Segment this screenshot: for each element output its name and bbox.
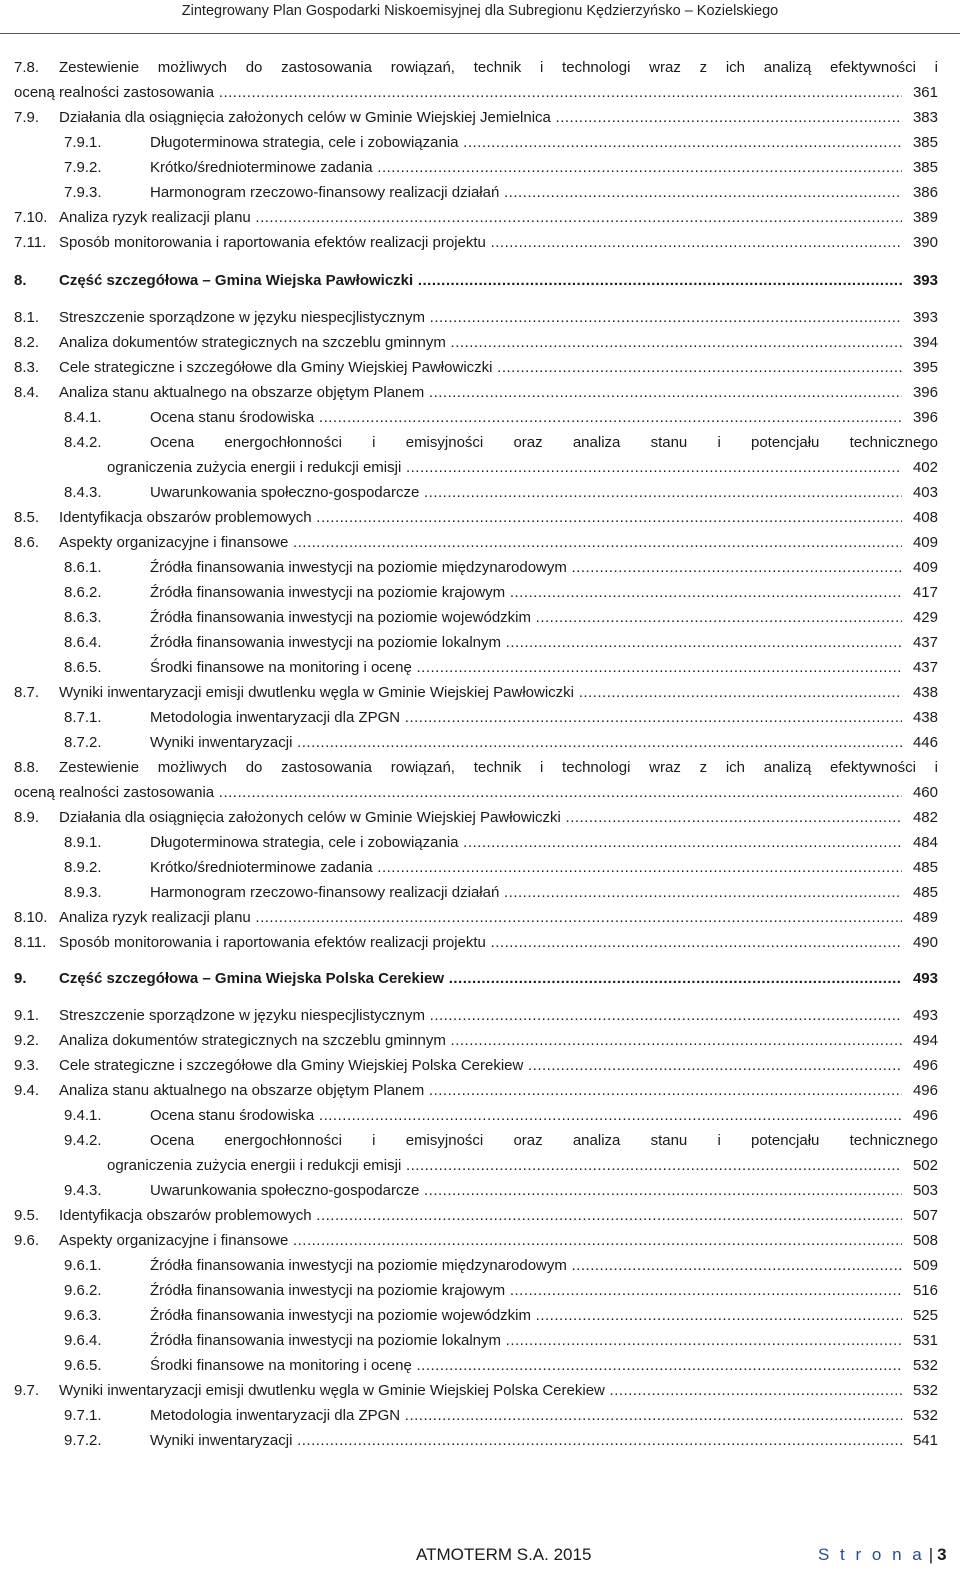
toc-entry-title: ograniczenia zużycia energii i redukcji emisji ..... [107, 1155, 902, 1177]
toc-entry-page: 393 [911, 307, 938, 329]
footer-page-indicator [818, 1545, 947, 1565]
toc-entry-title: Wyniki inwentaryzacji ..... [150, 732, 902, 754]
toc-entry-title: Część szczegółowa – Gmina Wiejska Polska Cerekiew ..... [59, 968, 902, 990]
toc-entry-number: 9.6.2. [64, 1282, 102, 1299]
toc-entry-title: Środki finansowe na monitoring i ocenę ..... [150, 1355, 902, 1377]
toc-entry-page: 417 [911, 582, 938, 604]
toc-entry-page: 484 [911, 832, 938, 854]
toc-entry[interactable] [0, 270, 960, 292]
toc-entry-number: 9.2. [14, 1032, 40, 1049]
toc-entry[interactable] [0, 107, 960, 129]
toc-entry-title: Długoterminowa strategia, cele i zobowiązania ..... [150, 832, 902, 854]
toc-entry[interactable] [0, 1155, 960, 1177]
toc-entry[interactable] [0, 1180, 960, 1202]
toc-entry-title: Cele strategiczne i szczegółowe dla Gminy Wiejskiej Polska Cerekiew ..... [59, 1055, 902, 1077]
toc-entry[interactable] [0, 407, 960, 429]
toc-entry-number: 8.9.2. [64, 859, 102, 876]
toc-entry-page: 496 [911, 1080, 938, 1102]
toc-entry-number: 9.6.4. [64, 1332, 102, 1349]
toc-entry-title: Harmonogram rzeczowo-finansowy realizacji działań ..... [150, 882, 902, 904]
toc-entry-title: Wyniki inwentaryzacji emisji dwutlenku węgla w Gminie Wiejskiej Polska Cerekiew ..... [59, 1380, 902, 1402]
toc-entry-title: Analiza stanu aktualnego na obszarze objętym Planem ..... [59, 1080, 902, 1102]
toc-entry-title: Aspekty organizacyjne i finansowe ..... [59, 532, 902, 554]
toc-entry[interactable] [0, 582, 960, 604]
toc-entry-page: 525 [911, 1305, 938, 1327]
toc-entry[interactable] [0, 382, 960, 404]
toc-entry[interactable] [0, 1430, 960, 1452]
toc-entry[interactable] [0, 1105, 960, 1127]
footer-company: ATMOTERM S.A. 2015 [416, 1545, 592, 1564]
toc-entry-page: 503 [911, 1180, 938, 1202]
toc-entry-title: Ocena stanu środowiska ..... [150, 1105, 902, 1127]
toc-entry-title: Źródła finansowania inwestycji na poziomie wojewódzkim ..... [150, 607, 902, 629]
toc-entry-title: Analiza dokumentów strategicznych na szczeblu gminnym ..... [59, 332, 902, 354]
toc-entry-number: 8.4.3. [64, 484, 102, 501]
toc-entry-page: 429 [911, 607, 938, 629]
toc-entry-number: 9.4.3. [64, 1182, 102, 1199]
toc-entry-number: 8.4. [14, 384, 40, 401]
toc-entry-number: 8.7.1. [64, 709, 102, 726]
toc-entry-number: 9.4.2. [64, 1132, 102, 1149]
toc-entry-title: Źródła finansowania inwestycji na poziomie międzynarodowym ..... [150, 557, 902, 579]
toc-entry[interactable] [0, 182, 960, 204]
toc-entry[interactable] [0, 932, 960, 954]
toc-entry-number: 9.4. [14, 1082, 40, 1099]
toc-entry-number: 7.9.1. [64, 134, 102, 151]
toc-entry[interactable] [0, 432, 960, 454]
toc-entry-page: 393 [911, 270, 938, 292]
toc-entry-number: 9.7.2. [64, 1432, 102, 1449]
page-footer [0, 1541, 960, 1571]
toc-entry[interactable] [0, 1205, 960, 1227]
toc-entry-number: 8.6.4. [64, 634, 102, 651]
toc-entry-number: 9.6.3. [64, 1307, 102, 1324]
toc-entry-number: 8.8. [14, 759, 40, 776]
toc-entry-title: oceną realności zastosowania ..... [14, 82, 902, 104]
toc-entry[interactable] [0, 57, 960, 79]
toc-entry-title: Wyniki inwentaryzacji emisji dwutlenku węgla w Gminie Wiejskiej Pawłowiczki ..... [59, 682, 902, 704]
toc-entry-page: 437 [911, 632, 938, 654]
toc-entry-number: 9.6.1. [64, 1257, 102, 1274]
toc-entry-number: 8.6.3. [64, 609, 102, 626]
toc-entry-number: 8.2. [14, 334, 40, 351]
toc-entry[interactable] [0, 157, 960, 179]
toc-entry-title: Źródła finansowania inwestycji na poziomie lokalnym ..... [150, 1330, 902, 1352]
toc-entry-page: 385 [911, 157, 938, 179]
toc-entry-number: 8.6.5. [64, 659, 102, 676]
toc-entry[interactable] [0, 1255, 960, 1277]
toc-entry-page: 496 [911, 1055, 938, 1077]
toc-entry-number: 7.9. [14, 109, 40, 126]
toc-entry[interactable] [0, 307, 960, 329]
toc-entry-title: Źródła finansowania inwestycji na poziomie krajowym ..... [150, 582, 902, 604]
toc-entry[interactable] [0, 1130, 960, 1152]
toc-entry-number: 8.7.2. [64, 734, 102, 751]
toc-entry-page: 509 [911, 1255, 938, 1277]
toc-entry-number: 7.8. [14, 59, 40, 76]
toc-entry-page: 485 [911, 882, 938, 904]
toc-entry[interactable] [0, 482, 960, 504]
toc-entry[interactable] [0, 1355, 960, 1377]
toc-entry[interactable] [0, 457, 960, 479]
toc-entry-page: 403 [911, 482, 938, 504]
toc-entry[interactable] [0, 1330, 960, 1352]
toc-entry[interactable] [0, 832, 960, 854]
toc-entry-number: 9.6.5. [64, 1357, 102, 1374]
toc-entry-page: 541 [911, 1430, 938, 1452]
toc-entry-page: 532 [911, 1355, 938, 1377]
toc-entry[interactable] [0, 507, 960, 529]
toc-entry-number: 8.6.2. [64, 584, 102, 601]
toc-entry-page: 508 [911, 1230, 938, 1252]
toc-entry-title: Działania dla osiągnięcia założonych celów w Gminie Wiejskiej Pawłowiczki ..... [59, 807, 902, 829]
toc-entry[interactable] [0, 882, 960, 904]
toc-entry-number: 7.9.2. [64, 159, 102, 176]
toc-entry-number: 8.6. [14, 534, 40, 551]
toc-entry-page: 490 [911, 932, 938, 954]
toc-entry[interactable] [0, 1380, 960, 1402]
toc-entry-page: 532 [911, 1405, 938, 1427]
toc-entry[interactable] [0, 657, 960, 679]
toc-entry-page: 394 [911, 332, 938, 354]
toc-entry-page: 361 [911, 82, 938, 104]
toc-entry-number: 8.7. [14, 684, 40, 701]
toc-entry[interactable] [0, 907, 960, 929]
toc-entry-number: 8.1. [14, 309, 40, 326]
toc-entry-number: 8.3. [14, 359, 40, 376]
toc-entry-number: 9.7. [14, 1382, 40, 1399]
toc-entry[interactable] [0, 1030, 960, 1052]
toc-entry-number: 7.9.3. [64, 184, 102, 201]
toc-entry-page: 496 [911, 1105, 938, 1127]
toc-entry[interactable] [0, 1080, 960, 1102]
toc-entry-number: 8.9.3. [64, 884, 102, 901]
toc-entry[interactable] [0, 332, 960, 354]
toc-entry[interactable] [0, 968, 960, 990]
toc-entry[interactable] [0, 207, 960, 229]
toc-entry-title: Identyfikacja obszarów problemowych ..... [59, 1205, 902, 1227]
toc-entry[interactable] [0, 607, 960, 629]
toc-entry-page: 460 [911, 782, 938, 804]
toc-entry-title: Część szczegółowa – Gmina Wiejska Pawłowiczki ..... [59, 270, 902, 292]
toc-entry-page: 493 [911, 968, 938, 990]
toc-entry[interactable] [0, 682, 960, 704]
toc-entry-title: Harmonogram rzeczowo-finansowy realizacji działań ..... [150, 182, 902, 204]
toc-entry-title: Sposób monitorowania i raportowania efektów realizacji projektu ..... [59, 932, 902, 954]
toc-entry-page: 485 [911, 857, 938, 879]
toc-entry-title: Sposób monitorowania i raportowania efektów realizacji projektu ..... [59, 232, 902, 254]
toc-entry-number: 9. [14, 970, 27, 987]
toc-entry-number: 8.10. [14, 909, 48, 926]
toc-entry-title: Streszczenie sporządzone w języku niespecjlistycznym ..... [59, 1005, 902, 1027]
toc-entry[interactable] [0, 1005, 960, 1027]
toc-entry-page: 502 [911, 1155, 938, 1177]
toc-entry-page: 532 [911, 1380, 938, 1402]
toc-entry[interactable] [0, 807, 960, 829]
toc-entry[interactable] [0, 82, 960, 104]
toc-entry-page: 396 [911, 407, 938, 429]
toc-entry[interactable] [0, 707, 960, 729]
toc-entry-title: Analiza stanu aktualnego na obszarze objętym Planem ..... [59, 382, 902, 404]
toc-entry-number: 8. [14, 272, 27, 289]
toc-entry-title: Źródła finansowania inwestycji na poziomie krajowym ..... [150, 1280, 902, 1302]
toc-entry-title: Analiza dokumentów strategicznych na szczeblu gminnym ..... [59, 1030, 902, 1052]
toc-entry-number: 9.1. [14, 1007, 40, 1024]
toc-entry-title: Ocena stanu środowiska ..... [150, 407, 902, 429]
toc-entry-title: Zestewienie możliwych do zastosowania rowiązań, technik i technologi wraz z ich analizą efektywności i [59, 59, 938, 76]
toc-entry-number: 8.9.1. [64, 834, 102, 851]
toc-entry-title: Ocena energochłonności i emisyjności oraz analiza stanu i potencjału technicznego [150, 434, 938, 451]
toc-entry[interactable] [0, 857, 960, 879]
toc-entry[interactable] [0, 1280, 960, 1302]
toc-entry-title: Źródła finansowania inwestycji na poziomie wojewódzkim ..... [150, 1305, 902, 1327]
toc-entry-title: Streszczenie sporządzone w języku niespecjlistycznym ..... [59, 307, 902, 329]
toc-entry-page: 437 [911, 657, 938, 679]
toc-entry-title: Ocena energochłonności i emisyjności oraz analiza stanu i potencjału technicznego [150, 1132, 938, 1149]
toc-entry[interactable] [0, 232, 960, 254]
toc-entry[interactable] [0, 1405, 960, 1427]
toc-entry-page: 482 [911, 807, 938, 829]
toc-entry-title: Środki finansowe na monitoring i ocenę ..... [150, 657, 902, 679]
toc-entry-title: Metodologia inwentaryzacji dla ZPGN ..... [150, 1405, 902, 1427]
toc-entry-number: 8.11. [14, 934, 47, 951]
toc-entry[interactable] [0, 132, 960, 154]
toc-entry-page: 489 [911, 907, 938, 929]
toc-entry-page: 493 [911, 1005, 938, 1027]
toc-entry-number: 9.5. [14, 1207, 40, 1224]
toc-entry-number: 8.4.1. [64, 409, 102, 426]
toc-entry-number: 9.3. [14, 1057, 40, 1074]
toc-entry-page: 402 [911, 457, 938, 479]
toc-entry-page: 386 [911, 182, 938, 204]
toc-entry[interactable] [0, 1230, 960, 1252]
toc-entry-page: 395 [911, 357, 938, 379]
toc-entry-title: Analiza ryzyk realizacji planu ..... [59, 907, 902, 929]
toc-entry-title: Analiza ryzyk realizacji planu ..... [59, 207, 902, 229]
toc-entry-title: Działania dla osiągnięcia założonych celów w Gminie Wiejskiej Jemielnica ..... [59, 107, 902, 129]
toc-entry-page: 396 [911, 382, 938, 404]
toc-entry-page: 385 [911, 132, 938, 154]
toc-entry-title: Identyfikacja obszarów problemowych ..... [59, 507, 902, 529]
toc-entry[interactable] [0, 1055, 960, 1077]
toc-entry-title: Aspekty organizacyjne i finansowe ..... [59, 1230, 902, 1252]
toc-entry[interactable] [0, 557, 960, 579]
toc-entry[interactable] [0, 632, 960, 654]
toc-entry-title: Zestewienie możliwych do zastosowania rowiązań, technik i technologi wraz z ich analizą efektywności i [59, 759, 938, 776]
toc-entry-title: Długoterminowa strategia, cele i zobowiązania ..... [150, 132, 902, 154]
toc-entry-title: Krótko/średnioterminowe zadania ..... [150, 857, 902, 879]
toc-entry-number: 7.10. [14, 209, 48, 226]
toc-entry-title: Źródła finansowania inwestycji na poziomie lokalnym ..... [150, 632, 902, 654]
toc-entry[interactable] [0, 757, 960, 779]
toc-entry-number: 9.6. [14, 1232, 40, 1249]
toc-entry-page: 507 [911, 1205, 938, 1227]
footer-page-label: S t r o n a [818, 1545, 925, 1564]
toc-entry-page: 408 [911, 507, 938, 529]
toc-entry-page: 409 [911, 532, 938, 554]
toc-entry-page: 494 [911, 1030, 938, 1052]
toc-entry-title: Cele strategiczne i szczegółowe dla Gminy Wiejskiej Pawłowiczki ..... [59, 357, 902, 379]
footer-separator: | [928, 1545, 934, 1564]
toc-entry-page: 531 [911, 1330, 938, 1352]
toc-entry-title: Krótko/średnioterminowe zadania ..... [150, 157, 902, 179]
toc-entry-title: Uwarunkowania społeczno-gospodarcze ..... [150, 1180, 902, 1202]
toc-entry-page: 516 [911, 1280, 938, 1302]
toc-entry[interactable] [0, 732, 960, 754]
header-title: Zintegrowany Plan Gospodarki Niskoemisyjnej dla Subregionu Kędzierzyńsko – Kozielskiego [181, 3, 779, 19]
toc-entry[interactable] [0, 1305, 960, 1327]
toc-entry-number: 9.7.1. [64, 1407, 102, 1424]
toc-entry-number: 8.6.1. [64, 559, 102, 576]
toc-entry-title: oceną realności zastosowania ..... [14, 782, 902, 804]
toc-entry-title: Metodologia inwentaryzacji dla ZPGN ..... [150, 707, 902, 729]
toc-entry[interactable] [0, 532, 960, 554]
toc-entry-number: 8.5. [14, 509, 40, 526]
toc-entry-title: ograniczenia zużycia energii i redukcji emisji ..... [107, 457, 902, 479]
toc-entry[interactable] [0, 782, 960, 804]
toc-entry-number: 7.11. [14, 234, 47, 251]
toc-entry-page: 438 [911, 682, 938, 704]
toc-entry-page: 409 [911, 557, 938, 579]
toc-entry-page: 446 [911, 732, 938, 754]
toc-entry-number: 8.4.2. [64, 434, 102, 451]
toc-entry-number: 9.4.1. [64, 1107, 102, 1124]
toc-entry-page: 383 [911, 107, 938, 129]
toc-entry-title: Źródła finansowania inwestycji na poziomie międzynarodowym ..... [150, 1255, 902, 1277]
toc-entry-page: 389 [911, 207, 938, 229]
toc-entry[interactable] [0, 357, 960, 379]
footer-page-number: 3 [937, 1545, 947, 1564]
toc-entry-page: 438 [911, 707, 938, 729]
toc-entry-title: Uwarunkowania społeczno-gospodarcze ..... [150, 482, 902, 504]
toc-entry-page: 390 [911, 232, 938, 254]
toc-entry-title: Wyniki inwentaryzacji ..... [150, 1430, 902, 1452]
toc-entry-number: 8.9. [14, 809, 40, 826]
